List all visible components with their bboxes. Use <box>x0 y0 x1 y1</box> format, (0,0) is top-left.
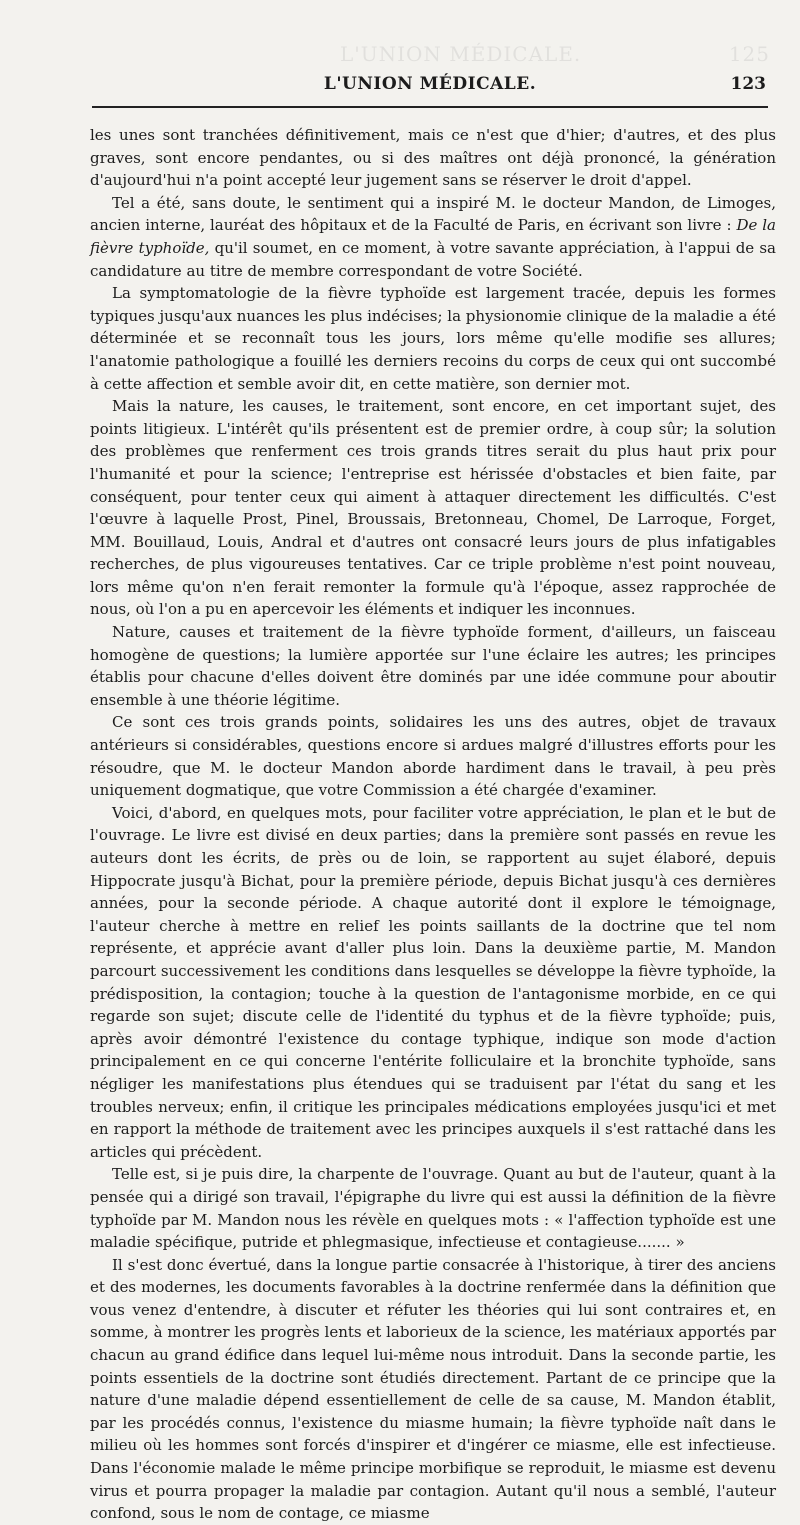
paragraph-text: qu'il soumet, en ce moment, à votre savante appréciation, à l'appui de sa candidature au titre de membre correspondant de votre Société. <box>90 238 776 280</box>
book-title: De la fièvre typhoïde, <box>90 216 776 257</box>
paragraph: les unes sont tranchées définitivement, mais ce n'est que d'hier; d'autres, et des plus graves, sont encore pendantes, ou si des maîtres ont déjà prononcé, la génération d'aujourd'hui n'a point accepté leur jugement sans se réserver le droit d'appel. <box>90 126 776 190</box>
show-through-header <box>340 42 770 66</box>
paragraph: La symptomatologie de la fièvre typhoïde est largement tracée, depuis les formes typiques jusqu'aux nuances les plus indécises; la physionomie clinique de la maladie a été déterminée et se reconnaît tous les jours, lors même qu'elle modifie ses allures; l'anatomie pathologique a fouillé les derniers recoins du corps de ceux qui ont succombé à cette affection et semble avoir dit, en cette matière, son dernier mot. <box>90 284 776 393</box>
journal-title: L'UNION MÉDICALE. <box>323 74 537 94</box>
paragraph: Mais la nature, les causes, le traitement, sont encore, en cet important sujet, des points litigieux. L'intérêt qu'ils présentent est de premier ordre, à coup sûr; la solution des problèmes que renferment ces trois grands titres serait du plus haut prix pour l'humanité et pour la science; l'entreprise est hérissée d'obstacles et bien faite, par conséquent, pour tenter ceux qui aiment à attaquer directement les difficultés. C'est l'œuvre à laquelle Prost, Pinel, Broussais, Bretonneau, Chomel, De Larroque, Forget, MM. Bouillaud, Louis, Andral et d'autres ont consacré leurs jours de plus infatigables recherches, de plus vigoureuses tentatives. Car ce triple problème n'est point nouveau, lors même qu'on n'en ferait remonter la formule qu'à l'époque, assez rapprochée de nous, où l'on a pu en apercevoir les éléments et indiquer les inconnues. <box>90 397 776 619</box>
paragraph-text: Tel a été, sans doute, le sentiment qui a inspiré M. le docteur Mandon, de Limoges, ancien interne, lauréat des hôpitaux et de la Faculté de Paris, en écrivant son livre : <box>90 193 776 235</box>
article-body <box>90 124 776 1525</box>
paragraph <box>90 192 776 282</box>
paragraph: Nature, causes et traitement de la fièvre typhoïde forment, d'ailleurs, un faisceau homogène de questions; la lumière apportée sur l'une éclaire les autres; les principes établis pour chacune d'elles doivent être dominés par une idée commune pour aboutir ensemble à une théorie légitime. <box>90 623 776 709</box>
page-number: 123 <box>730 74 766 94</box>
show-through-title: L'UNION MÉDICALE. <box>340 42 582 66</box>
paragraph: Il s'est donc évertué, dans la longue partie consacrée à l'historique, à tirer des anciens et des modernes, les documents favorables à la doctrine renfermée dans la définition que vous venez d'entendre, à discuter et réfuter les théories qui lui sont contraires et, en somme, à montrer les progrès lents et laborieux de la science, les matériaux apportés par chacun au grand édifice dans lequel lui-même nous introduit. Dans la seconde partie, les points essentiels de la doctrine sont étudiés directement. Partant de ce principe que la nature d'une maladie dépend essentiellement de celle de sa cause, M. Mandon établit, par les procédés connus, l'existence du miasme humain; la fièvre typhoïde naît dans le milieu où les hommes sont forcés d'inspirer et d'ingérer ce miasme, elle est infectieuse. Dans l'économie malade le même principe morbifique se reproduit, le miasme est devenu virus et pourra propager la maladie par contagion. Autant qu'il nous a semblé, l'auteur confond, sous le nom de contage, ce miasme <box>90 1255 776 1523</box>
show-through-page-number: 125 <box>728 42 770 66</box>
paragraph: Voici, d'abord, en quelques mots, pour faciliter votre appréciation, le plan et le but de l'ouvrage. Le livre est divisé en deux parties; dans la première sont passés en revue les auteurs dont les écrits, de près ou de loin, se rapportent au sujet élaboré, depuis Hippocrate jusqu'à Bichat, pour la première période, depuis Bichat jusqu'à ces dernières années, pour la seconde période. A chaque autorité dont il explore le témoignage, l'auteur cherche à mettre en relief les points saillants de la doctrine que tel nom représente, et apprécie avant d'aller plus loin. Dans la deuxième partie, M. Mandon parcourt successivement les conditions dans lesquelles se développe la fièvre typhoïde, la prédisposition, la contagion; touche à la question de l'antagonisme morbide, en ce qui regarde son sujet; discute celle de l'identité du typhus et de la fièvre typhoïde; puis, après avoir démontré l'existence du contage typhique, indique son mode d'action principalement en ce qui concerne l'entérite folliculaire et la bronchite typhoïde, sans négliger les manifestations plus étendues qui se traduisent par l'état du sang et les troubles nerveux; enfin, il critique les principales médications employées jusqu'ici et met en rapport la méthode de traitement avec les principes auxquels il s'est rattaché dans les articles qui précèdent. <box>90 803 776 1161</box>
paragraph: Ce sont ces trois grands points, solidaires les uns des autres, objet de travaux antérieurs si considérables, questions encore si ardues malgré d'illustres efforts pour les résoudre, que M. le docteur Mandon aborde hardiment dans le travail, à peu près uniquement dogmatique, que votre Commission a été chargée d'examiner. <box>90 713 776 800</box>
paragraph: Telle est, si je puis dire, la charpente de l'ouvrage. Quant au but de l'auteur, quant à la pensée qui a dirigé son travail, l'épigraphe du livre qui est aussi la définition de la fièvre typhoïde par M. Mandon nous les révèle en quelques mots : « l'affection typhoïde est une maladie spécifique, putride et phlegmasique, infectieuse et contagieuse....... » <box>90 1165 776 1252</box>
running-head <box>92 74 768 102</box>
header-rule <box>92 106 768 108</box>
